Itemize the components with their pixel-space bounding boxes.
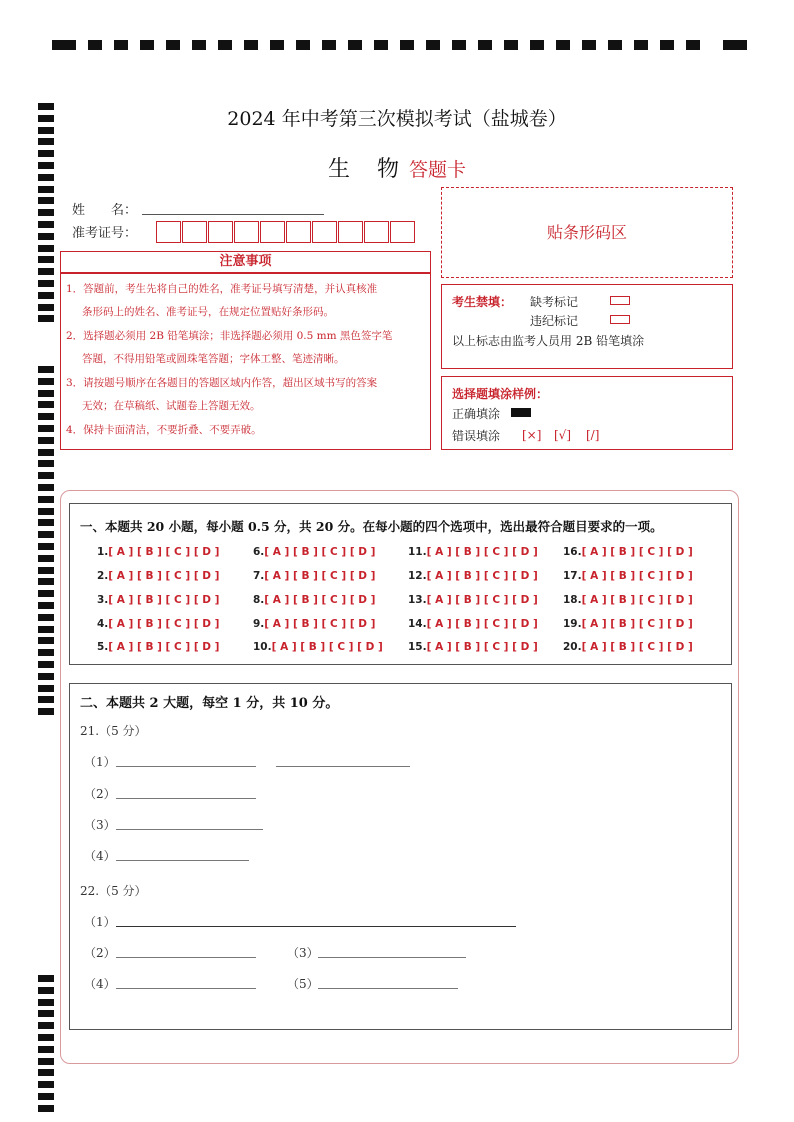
mc-question-7[interactable] xyxy=(253,570,375,582)
timing-mark xyxy=(478,40,492,50)
fill-sample-box xyxy=(441,376,733,450)
q22-part5-answer[interactable] xyxy=(318,988,458,989)
mc-question-number: 7. xyxy=(253,570,265,582)
timing-mark xyxy=(38,209,54,216)
mc-question-18[interactable] xyxy=(563,594,693,606)
mc-options[interactable]: [ A ] [ B ] [ C ] [ D ] xyxy=(264,546,376,558)
timing-mark xyxy=(38,555,54,562)
timing-mark xyxy=(140,40,154,50)
timing-mark xyxy=(38,484,54,491)
timing-mark xyxy=(38,378,54,385)
timing-mark xyxy=(38,1069,54,1076)
exam-id-box[interactable] xyxy=(312,221,337,243)
mc-question-number: 17. xyxy=(563,570,582,582)
timing-mark xyxy=(38,138,54,145)
mc-question-number: 18. xyxy=(563,594,582,606)
violation-mark-box[interactable] xyxy=(610,315,630,324)
timing-mark xyxy=(38,590,54,597)
timing-mark xyxy=(38,472,54,479)
mc-question-number: 3. xyxy=(97,594,109,606)
timing-mark xyxy=(38,401,54,408)
timing-mark xyxy=(38,975,54,982)
timing-mark xyxy=(38,292,54,299)
section1-heading: 一、本题共 20 小题，每小题 0.5 分，共 20 分。在每小题的四个选项中，选出最符合题目要求的一项。 xyxy=(80,519,663,534)
mc-question-9[interactable] xyxy=(253,618,375,630)
mc-question-12[interactable] xyxy=(408,570,538,582)
timing-mark xyxy=(218,40,232,50)
mc-options[interactable]: [ A ] [ B ] [ C ] [ D ] xyxy=(581,618,693,630)
q21-label: 21.（5 分） xyxy=(80,724,147,738)
barcode-label: 贴条形码区 xyxy=(546,223,627,242)
timing-mark xyxy=(452,40,466,50)
timing-mark xyxy=(38,519,54,526)
absent-mark-box[interactable] xyxy=(610,296,630,305)
timing-mark xyxy=(322,40,336,50)
mc-options[interactable]: [ A ] [ B ] [ C ] [ D ] xyxy=(264,570,376,582)
timing-mark xyxy=(38,614,54,621)
timing-mark xyxy=(38,413,54,420)
timing-mark xyxy=(244,40,258,50)
timing-mark xyxy=(38,649,54,656)
correct-fill-label: 正确填涂 xyxy=(452,407,501,421)
mc-options[interactable]: [ A ] [ B ] [ C ] [ D ] xyxy=(426,570,538,582)
exam-id-box[interactable] xyxy=(286,221,311,243)
mc-options[interactable]: [ A ] [ B ] [ C ] [ D ] xyxy=(108,546,220,558)
timing-mark xyxy=(38,460,54,467)
mc-question-19[interactable] xyxy=(563,618,693,630)
timing-mark xyxy=(374,40,388,50)
timing-mark xyxy=(504,40,518,50)
timing-mark xyxy=(88,40,102,50)
timing-mark xyxy=(38,315,54,322)
mc-question-17[interactable] xyxy=(563,570,693,582)
timing-mark xyxy=(38,437,54,444)
timing-mark xyxy=(38,602,54,609)
timing-mark xyxy=(38,626,54,633)
mc-question-1[interactable] xyxy=(97,546,219,558)
mc-question-number: 14. xyxy=(408,618,427,630)
q22-part1-answer[interactable] xyxy=(116,926,516,927)
q21-part2-label: （2） xyxy=(84,787,116,801)
exam-id-box[interactable] xyxy=(364,221,389,243)
notice-line: 答题，不得用铅笔或圆珠笔答题；字体工整、笔迹清晰。 xyxy=(82,353,345,365)
mc-options[interactable]: [ A ] [ B ] [ C ] [ D ] xyxy=(426,641,538,653)
mc-options[interactable]: [ A ] [ B ] [ C ] [ D ] xyxy=(108,570,220,582)
mc-options[interactable]: [ A ] [ B ] [ C ] [ D ] xyxy=(264,618,376,630)
exam-id-box[interactable] xyxy=(182,221,207,243)
mc-question-number: 15. xyxy=(408,641,427,653)
exam-id-box[interactable] xyxy=(156,221,181,243)
name-field[interactable] xyxy=(142,200,324,215)
mc-options[interactable]: [ A ] [ B ] [ C ] [ D ] xyxy=(108,594,220,606)
timing-mark xyxy=(38,449,54,456)
timing-mark xyxy=(723,40,747,50)
q22-part3-answer[interactable] xyxy=(318,957,466,958)
q22-part5-label: （5） xyxy=(287,977,319,991)
timing-mark xyxy=(38,685,54,692)
mc-options[interactable]: [ A ] [ B ] [ C ] [ D ] xyxy=(108,618,220,630)
timing-mark xyxy=(38,1093,54,1100)
q21-part1-label: （1） xyxy=(84,755,116,769)
mc-options[interactable]: [ A ] [ B ] [ C ] [ D ] xyxy=(426,546,538,558)
timing-mark xyxy=(38,221,54,228)
mc-options[interactable]: [ A ] [ B ] [ C ] [ D ] xyxy=(108,641,220,653)
q21-part1-answer-a[interactable] xyxy=(116,766,256,767)
timing-mark xyxy=(38,245,54,252)
prohibited-label: 考生禁填： xyxy=(452,295,513,309)
mc-question-8[interactable] xyxy=(253,594,375,606)
timing-mark xyxy=(114,40,128,50)
timing-mark xyxy=(530,40,544,50)
mc-options[interactable]: [ A ] [ B ] [ C ] [ D ] xyxy=(426,618,538,630)
mc-question-number: 10. xyxy=(253,641,272,653)
subject-name: 生 物 xyxy=(327,157,409,182)
timing-mark xyxy=(400,40,414,50)
notice-line: 1．答题前，考生先将自己的姓名，准考证号填写清楚，并认真核准 xyxy=(66,283,378,295)
mc-question-4[interactable] xyxy=(97,618,219,630)
timing-mark xyxy=(38,999,54,1006)
barcode-area xyxy=(441,187,733,278)
timing-mark xyxy=(38,543,54,550)
timing-mark xyxy=(582,40,596,50)
timing-mark xyxy=(38,708,54,715)
mc-question-10[interactable] xyxy=(253,641,383,653)
timing-mark xyxy=(166,40,180,50)
section2-heading: 二、本题共 2 大题，每空 1 分，共 10 分。 xyxy=(80,696,339,711)
absent-mark-label: 缺考标记 xyxy=(530,295,579,309)
timing-mark xyxy=(660,40,674,50)
mc-question-16[interactable] xyxy=(563,546,693,558)
card-label: 答题卡 xyxy=(408,159,466,181)
mc-question-number: 13. xyxy=(408,594,427,606)
mc-question-number: 6. xyxy=(253,546,265,558)
timing-mark xyxy=(52,40,76,50)
timing-mark xyxy=(192,40,206,50)
section2-block xyxy=(69,683,732,1030)
name-label: 姓 名： xyxy=(72,203,138,218)
timing-mark xyxy=(634,40,648,50)
wrong-fill-slash: [/] xyxy=(586,428,600,442)
q21-part4-label: （4） xyxy=(84,849,116,863)
mc-question-20[interactable] xyxy=(563,641,693,653)
timing-mark xyxy=(38,268,54,275)
exam-id-box[interactable] xyxy=(260,221,285,243)
exam-id-box[interactable] xyxy=(208,221,233,243)
timing-mark xyxy=(38,508,54,515)
mc-question-11[interactable] xyxy=(408,546,538,558)
timing-mark xyxy=(608,40,622,50)
timing-mark xyxy=(38,696,54,703)
subject-title xyxy=(0,152,794,183)
exam-id-box[interactable] xyxy=(338,221,363,243)
notice-heading: 注意事项 xyxy=(60,251,431,273)
wrong-fill-x: [×] xyxy=(522,428,542,442)
mc-options[interactable]: [ A ] [ B ] [ C ] [ D ] xyxy=(581,546,693,558)
violation-mark-label: 违纪标记 xyxy=(530,314,579,328)
notice-line: 4．保持卡面清洁，不要折叠、不要弄破。 xyxy=(66,424,262,436)
timing-mark xyxy=(38,637,54,644)
prohibited-box xyxy=(441,284,733,369)
mc-options[interactable]: [ A ] [ B ] [ C ] [ D ] xyxy=(581,594,693,606)
mc-question-14[interactable] xyxy=(408,618,538,630)
mc-question-number: 19. xyxy=(563,618,582,630)
wrong-fill-check: [√] xyxy=(554,428,572,442)
mc-question-2[interactable] xyxy=(97,570,219,582)
timing-mark xyxy=(38,390,54,397)
timing-mark xyxy=(38,233,54,240)
mc-question-15[interactable] xyxy=(408,641,538,653)
mc-options[interactable]: [ A ] [ B ] [ C ] [ D ] xyxy=(264,594,376,606)
timing-mark xyxy=(38,425,54,432)
timing-mark xyxy=(38,531,54,538)
timing-mark xyxy=(38,987,54,994)
timing-mark xyxy=(38,1034,54,1041)
mc-question-number: 4. xyxy=(97,618,109,630)
q22-label: 22.（5 分） xyxy=(80,884,147,898)
timing-mark xyxy=(38,1058,54,1065)
mc-question-3[interactable] xyxy=(97,594,219,606)
timing-mark xyxy=(38,186,54,193)
mc-question-number: 1. xyxy=(97,546,109,558)
exam-id-label: 准考证号： xyxy=(72,226,138,241)
timing-mark xyxy=(38,496,54,503)
timing-mark xyxy=(426,40,440,50)
q22-part3-label: （3） xyxy=(287,946,319,960)
mc-question-5[interactable] xyxy=(97,641,219,653)
timing-mark xyxy=(38,1010,54,1017)
notice-line: 2．选择题必须用 2B 铅笔填涂；非选择题必须用 0.5 mm 黑色签字笔 xyxy=(66,330,393,342)
q22-part2-answer[interactable] xyxy=(116,957,256,958)
q21-part2-answer[interactable] xyxy=(116,798,256,799)
mc-options[interactable]: [ A ] [ B ] [ C ] [ D ] xyxy=(581,641,693,653)
q22-part4-answer[interactable] xyxy=(116,988,256,989)
mc-question-number: 9. xyxy=(253,618,265,630)
q21-part4-answer[interactable] xyxy=(116,860,249,861)
timing-mark xyxy=(296,40,310,50)
notice-line: 条形码上的姓名、准考证号，在规定位置贴好条形码。 xyxy=(82,306,334,318)
timing-mark xyxy=(38,578,54,585)
timing-mark xyxy=(38,567,54,574)
timing-mark xyxy=(38,280,54,287)
prohibited-note: 以上标志由监考人员用 2B 铅笔填涂 xyxy=(452,334,645,348)
timing-mark xyxy=(38,1105,54,1112)
mc-question-number: 8. xyxy=(253,594,265,606)
exam-id-box[interactable] xyxy=(234,221,259,243)
timing-mark xyxy=(270,40,284,50)
mc-question-number: 12. xyxy=(408,570,427,582)
timing-mark xyxy=(38,1081,54,1088)
timing-mark xyxy=(38,197,54,204)
timing-mark xyxy=(38,1046,54,1053)
timing-mark xyxy=(38,661,54,668)
timing-mark xyxy=(348,40,362,50)
wrong-fill-label: 错误填涂 xyxy=(452,429,501,443)
exam-id-box[interactable] xyxy=(390,221,415,243)
fill-sample-heading: 选择题填涂样例： xyxy=(452,387,549,401)
mc-options[interactable]: [ A ] [ B ] [ C ] [ D ] xyxy=(426,594,538,606)
mc-question-6[interactable] xyxy=(253,546,375,558)
mc-question-number: 16. xyxy=(563,546,582,558)
mc-question-number: 20. xyxy=(563,641,582,653)
timing-mark xyxy=(38,256,54,263)
q21-part3-label: （3） xyxy=(84,818,116,832)
q21-part1-answer-b[interactable] xyxy=(276,766,410,767)
timing-mark xyxy=(38,366,54,373)
mc-question-13[interactable] xyxy=(408,594,538,606)
exam-title: 2024 年中考第三次模拟考试（盐城卷） xyxy=(227,108,567,130)
notice-line: 无效；在草稿纸、试题卷上答题无效。 xyxy=(82,400,261,412)
q22-part1-label: （1） xyxy=(84,915,116,929)
timing-mark xyxy=(38,304,54,311)
q22-part2-label: （2） xyxy=(84,946,116,960)
timing-mark xyxy=(556,40,570,50)
q21-part3-answer[interactable] xyxy=(116,829,263,830)
timing-mark xyxy=(686,40,700,50)
mc-options[interactable]: [ A ] [ B ] [ C ] [ D ] xyxy=(271,641,383,653)
timing-mark xyxy=(38,673,54,680)
correct-fill-sample xyxy=(511,408,531,417)
notice-line: 3．请按题号顺序在各题目的答题区域内作答，超出区域书写的答案 xyxy=(66,377,378,389)
mc-options[interactable]: [ A ] [ B ] [ C ] [ D ] xyxy=(581,570,693,582)
mc-question-number: 11. xyxy=(408,546,427,558)
q22-part4-label: （4） xyxy=(84,977,116,991)
mc-question-number: 5. xyxy=(97,641,109,653)
mc-question-number: 2. xyxy=(97,570,109,582)
timing-mark xyxy=(38,1022,54,1029)
